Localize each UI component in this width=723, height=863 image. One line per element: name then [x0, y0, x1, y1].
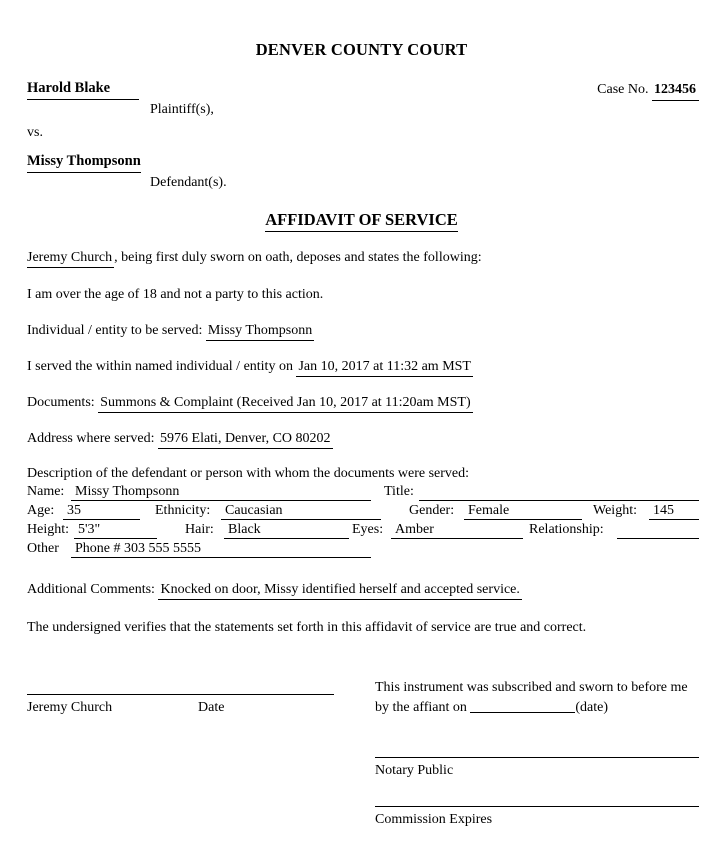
age-statement-line: I am over the age of 18 and not a party to this action.: [27, 287, 324, 302]
description-row-name-title: [27, 484, 699, 503]
field-value-gender[interactable]: Female: [464, 503, 582, 520]
additional-comments-value[interactable]: Knocked on door, Missy identified herself and accepted service.: [158, 582, 521, 600]
plaintiff-role-label: Plaintiff(s),: [150, 102, 214, 117]
commission-expires-label: Commission Expires: [375, 812, 493, 827]
case-number-label: Case No.: [597, 82, 649, 97]
service-datetime-label: I served the within named individual / entity on: [27, 359, 293, 374]
description-heading: Description of the defendant or person with whom the documents were served:: [27, 466, 470, 481]
affiant-name-value[interactable]: Jeremy Church: [27, 250, 114, 268]
notary-statement-line1: This instrument was subscribed and sworn to before me: [375, 680, 688, 695]
field-label-weight: Weight:: [593, 503, 637, 518]
field-value-age[interactable]: 35: [63, 503, 140, 520]
field-label-relationship: Relationship:: [529, 522, 604, 537]
court-title: DENVER COUNTY COURT: [255, 40, 468, 59]
notary-public-label: Notary Public: [375, 763, 454, 778]
field-label-other: Other: [27, 541, 59, 556]
field-value-eyes[interactable]: Amber: [391, 522, 523, 539]
affiant-signature-line[interactable]: [27, 694, 334, 695]
case-number-value[interactable]: 123456: [652, 82, 699, 101]
defendant-name[interactable]: Missy Thompsonn: [27, 153, 141, 173]
field-label-title: Title:: [384, 484, 414, 499]
caption-defendant-block: [27, 153, 699, 190]
affidavit-title: [0, 210, 723, 230]
field-value-title[interactable]: [419, 484, 699, 501]
field-label-name: Name:: [27, 484, 65, 499]
verification-statement: The undersigned verifies that the statements set forth in this affidavit of service are true and correct.: [27, 620, 587, 635]
signature-date-label: Date: [198, 700, 225, 715]
documents-label: Documents:: [27, 395, 95, 410]
description-row-other: [27, 541, 699, 560]
service-datetime-value[interactable]: Jan 10, 2017 at 11:32 am MST: [296, 359, 473, 377]
field-label-age: Age:: [27, 503, 55, 518]
description-row-height-hair-eyes-relationship: [27, 522, 699, 541]
served-entity-value[interactable]: Missy Thompsonn: [206, 323, 314, 341]
caption-plaintiff-block: [27, 80, 699, 140]
field-value-relationship[interactable]: [617, 522, 699, 539]
address-label: Address where served:: [27, 431, 155, 446]
notary-statement-line2-prefix: by the affiant on: [375, 700, 467, 715]
notary-date-blank[interactable]: [470, 698, 575, 713]
field-value-name[interactable]: Missy Thompsonn: [71, 484, 371, 501]
affiant-signature-label: Jeremy Church: [27, 700, 113, 715]
address-line: [27, 431, 333, 449]
field-value-height[interactable]: 5'3": [74, 522, 157, 539]
additional-comments-label: Additional Comments:: [27, 582, 155, 597]
commission-expires-line[interactable]: [375, 806, 699, 807]
plaintiff-name[interactable]: Harold Blake: [27, 80, 139, 100]
served-entity-label: Individual / entity to be served:: [27, 323, 203, 338]
field-label-height: Height:: [27, 522, 69, 537]
case-number-block: [597, 82, 699, 101]
notary-public-line[interactable]: [375, 757, 699, 758]
notary-statement-line2-suffix: (date): [575, 700, 609, 715]
field-value-other[interactable]: Phone # 303 555 5555: [71, 541, 371, 558]
versus-label: vs.: [27, 125, 43, 140]
field-label-eyes: Eyes:: [352, 522, 384, 537]
field-label-hair: Hair:: [185, 522, 214, 537]
service-datetime-line: [27, 359, 473, 377]
field-value-ethnicity[interactable]: Caucasian: [221, 503, 381, 520]
documents-value[interactable]: Summons & Complaint (Received Jan 10, 2017 at 11:20am MST): [98, 395, 472, 413]
affidavit-title-text: AFFIDAVIT OF SERVICE: [265, 210, 458, 232]
notary-statement-block: [375, 678, 705, 718]
defendant-row: [27, 153, 699, 177]
oath-statement-text: , being first duly sworn on oath, deposes and states the following:: [114, 250, 482, 265]
description-field-grid: [27, 484, 699, 560]
address-value[interactable]: 5976 Elati, Denver, CO 80202: [158, 431, 333, 449]
additional-comments-line: [27, 582, 522, 600]
field-value-weight[interactable]: 145: [649, 503, 699, 520]
field-value-hair[interactable]: Black: [224, 522, 349, 539]
description-row-age-ethnicity-gender-weight: [27, 503, 699, 522]
served-entity-line: [27, 323, 314, 341]
defendant-role-label: Defendant(s).: [150, 175, 227, 190]
field-label-gender: Gender:: [409, 503, 455, 518]
documents-line: [27, 395, 473, 413]
oath-statement-line: [27, 250, 482, 268]
field-label-ethnicity: Ethnicity:: [155, 503, 211, 518]
plaintiff-row: [27, 80, 699, 104]
